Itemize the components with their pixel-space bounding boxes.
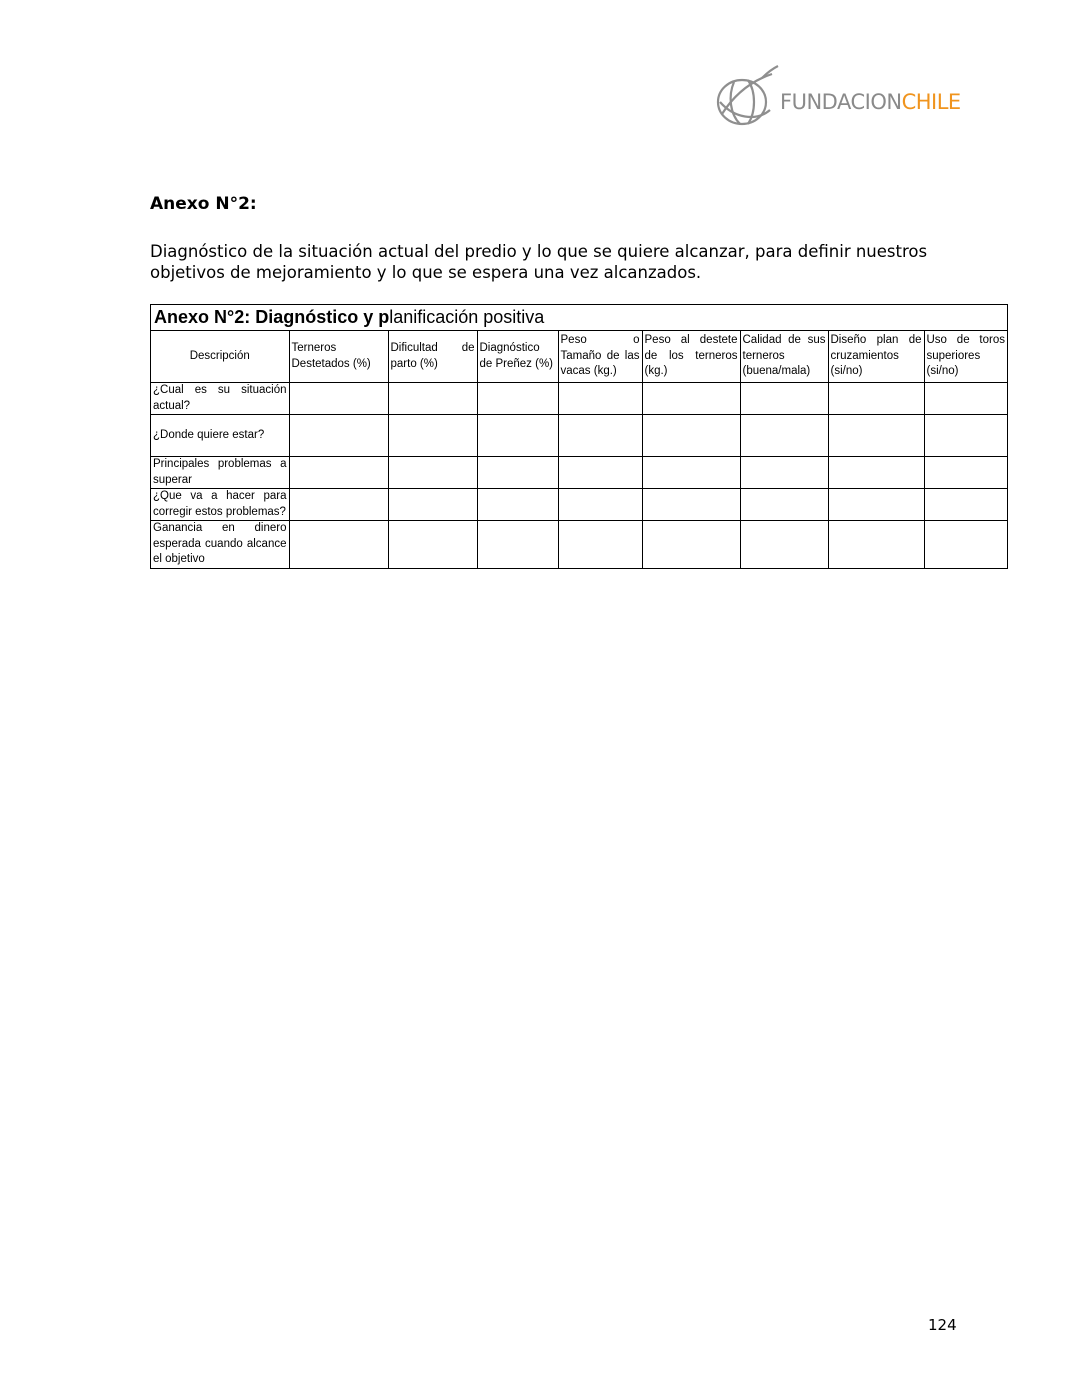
- table-row: [151, 415, 1007, 457]
- empty-cell: [642, 415, 740, 457]
- empty-cell: [558, 415, 642, 457]
- row-label: Ganancia en dinero esperada cuando alcance el objetivo: [151, 521, 289, 568]
- empty-cell: [477, 383, 558, 415]
- empty-cell: [740, 415, 828, 457]
- empty-cell: [740, 383, 828, 415]
- annex-heading: Anexo N°2:: [150, 194, 257, 214]
- column-header: Diagnóstico de Preñez (%): [477, 331, 558, 383]
- table-row: [151, 383, 1007, 415]
- table-title: [151, 305, 1007, 331]
- empty-cell: [558, 489, 642, 521]
- empty-cell: [924, 457, 1007, 489]
- row-label: ¿Que va a hacer para corregir estos problemas?: [151, 489, 289, 521]
- empty-cell: [388, 383, 477, 415]
- table-row: [151, 457, 1007, 489]
- empty-cell: [828, 457, 924, 489]
- empty-cell: [289, 489, 388, 521]
- table-title-bold: Anexo N°2: Diagnóstico y p: [154, 307, 390, 327]
- row-label: ¿Cual es su situación actual?: [151, 383, 289, 415]
- column-header: Terneros Destetados (%): [289, 331, 388, 383]
- empty-cell: [477, 521, 558, 568]
- empty-cell: [477, 489, 558, 521]
- table-row: [151, 521, 1007, 568]
- page-number: 124: [928, 1316, 957, 1334]
- logo-word-chile: CHILE: [901, 90, 961, 114]
- column-header: Uso de toros superiores (si/no): [924, 331, 1007, 383]
- empty-cell: [924, 415, 1007, 457]
- logo-word-fundacion: FUNDACION: [780, 90, 902, 114]
- empty-cell: [828, 521, 924, 568]
- empty-cell: [642, 521, 740, 568]
- empty-cell: [924, 383, 1007, 415]
- empty-cell: [558, 383, 642, 415]
- table-grid: [151, 331, 1007, 568]
- empty-cell: [477, 415, 558, 457]
- empty-cell: [388, 415, 477, 457]
- empty-cell: [740, 521, 828, 568]
- empty-cell: [289, 457, 388, 489]
- empty-cell: [642, 457, 740, 489]
- empty-cell: [289, 521, 388, 568]
- empty-cell: [740, 489, 828, 521]
- empty-cell: [388, 521, 477, 568]
- column-header: Diseño plan de cruzamientos (si/no): [828, 331, 924, 383]
- empty-cell: [642, 383, 740, 415]
- empty-cell: [828, 489, 924, 521]
- row-label: Principales problemas a superar: [151, 457, 289, 489]
- column-header: Descripción: [151, 331, 289, 383]
- intro-paragraph: Diagnóstico de la situación actual del predio y lo que se quiere alcanzar, para definir nuestros objetivos de mejoramiento y lo que se espera una vez alcanzados.: [150, 242, 928, 282]
- empty-cell: [388, 489, 477, 521]
- empty-cell: [642, 489, 740, 521]
- column-header: Dificultad de parto (%): [388, 331, 477, 383]
- empty-cell: [477, 457, 558, 489]
- diagnosis-table: [150, 304, 1008, 569]
- empty-cell: [388, 457, 477, 489]
- empty-cell: [828, 415, 924, 457]
- empty-cell: [740, 457, 828, 489]
- column-header: Peso al destete de los terneros (kg.): [642, 331, 740, 383]
- column-header: Calidad de sus terneros (buena/mala): [740, 331, 828, 383]
- table-row: [151, 489, 1007, 521]
- logo-wordmark: [780, 92, 961, 113]
- empty-cell: [828, 383, 924, 415]
- row-label: ¿Donde quiere estar?: [151, 415, 289, 457]
- fundacion-chile-logo: [712, 62, 972, 134]
- empty-cell: [289, 415, 388, 457]
- empty-cell: [558, 521, 642, 568]
- globe-swirl-logo-icon: [712, 62, 784, 134]
- column-header: Peso o Tamaño de las vacas (kg.): [558, 331, 642, 383]
- empty-cell: [558, 457, 642, 489]
- empty-cell: [924, 521, 1007, 568]
- empty-cell: [289, 383, 388, 415]
- empty-cell: [924, 489, 1007, 521]
- table-header-row: [151, 331, 1007, 383]
- table-title-rest: lanificación positiva: [389, 307, 545, 327]
